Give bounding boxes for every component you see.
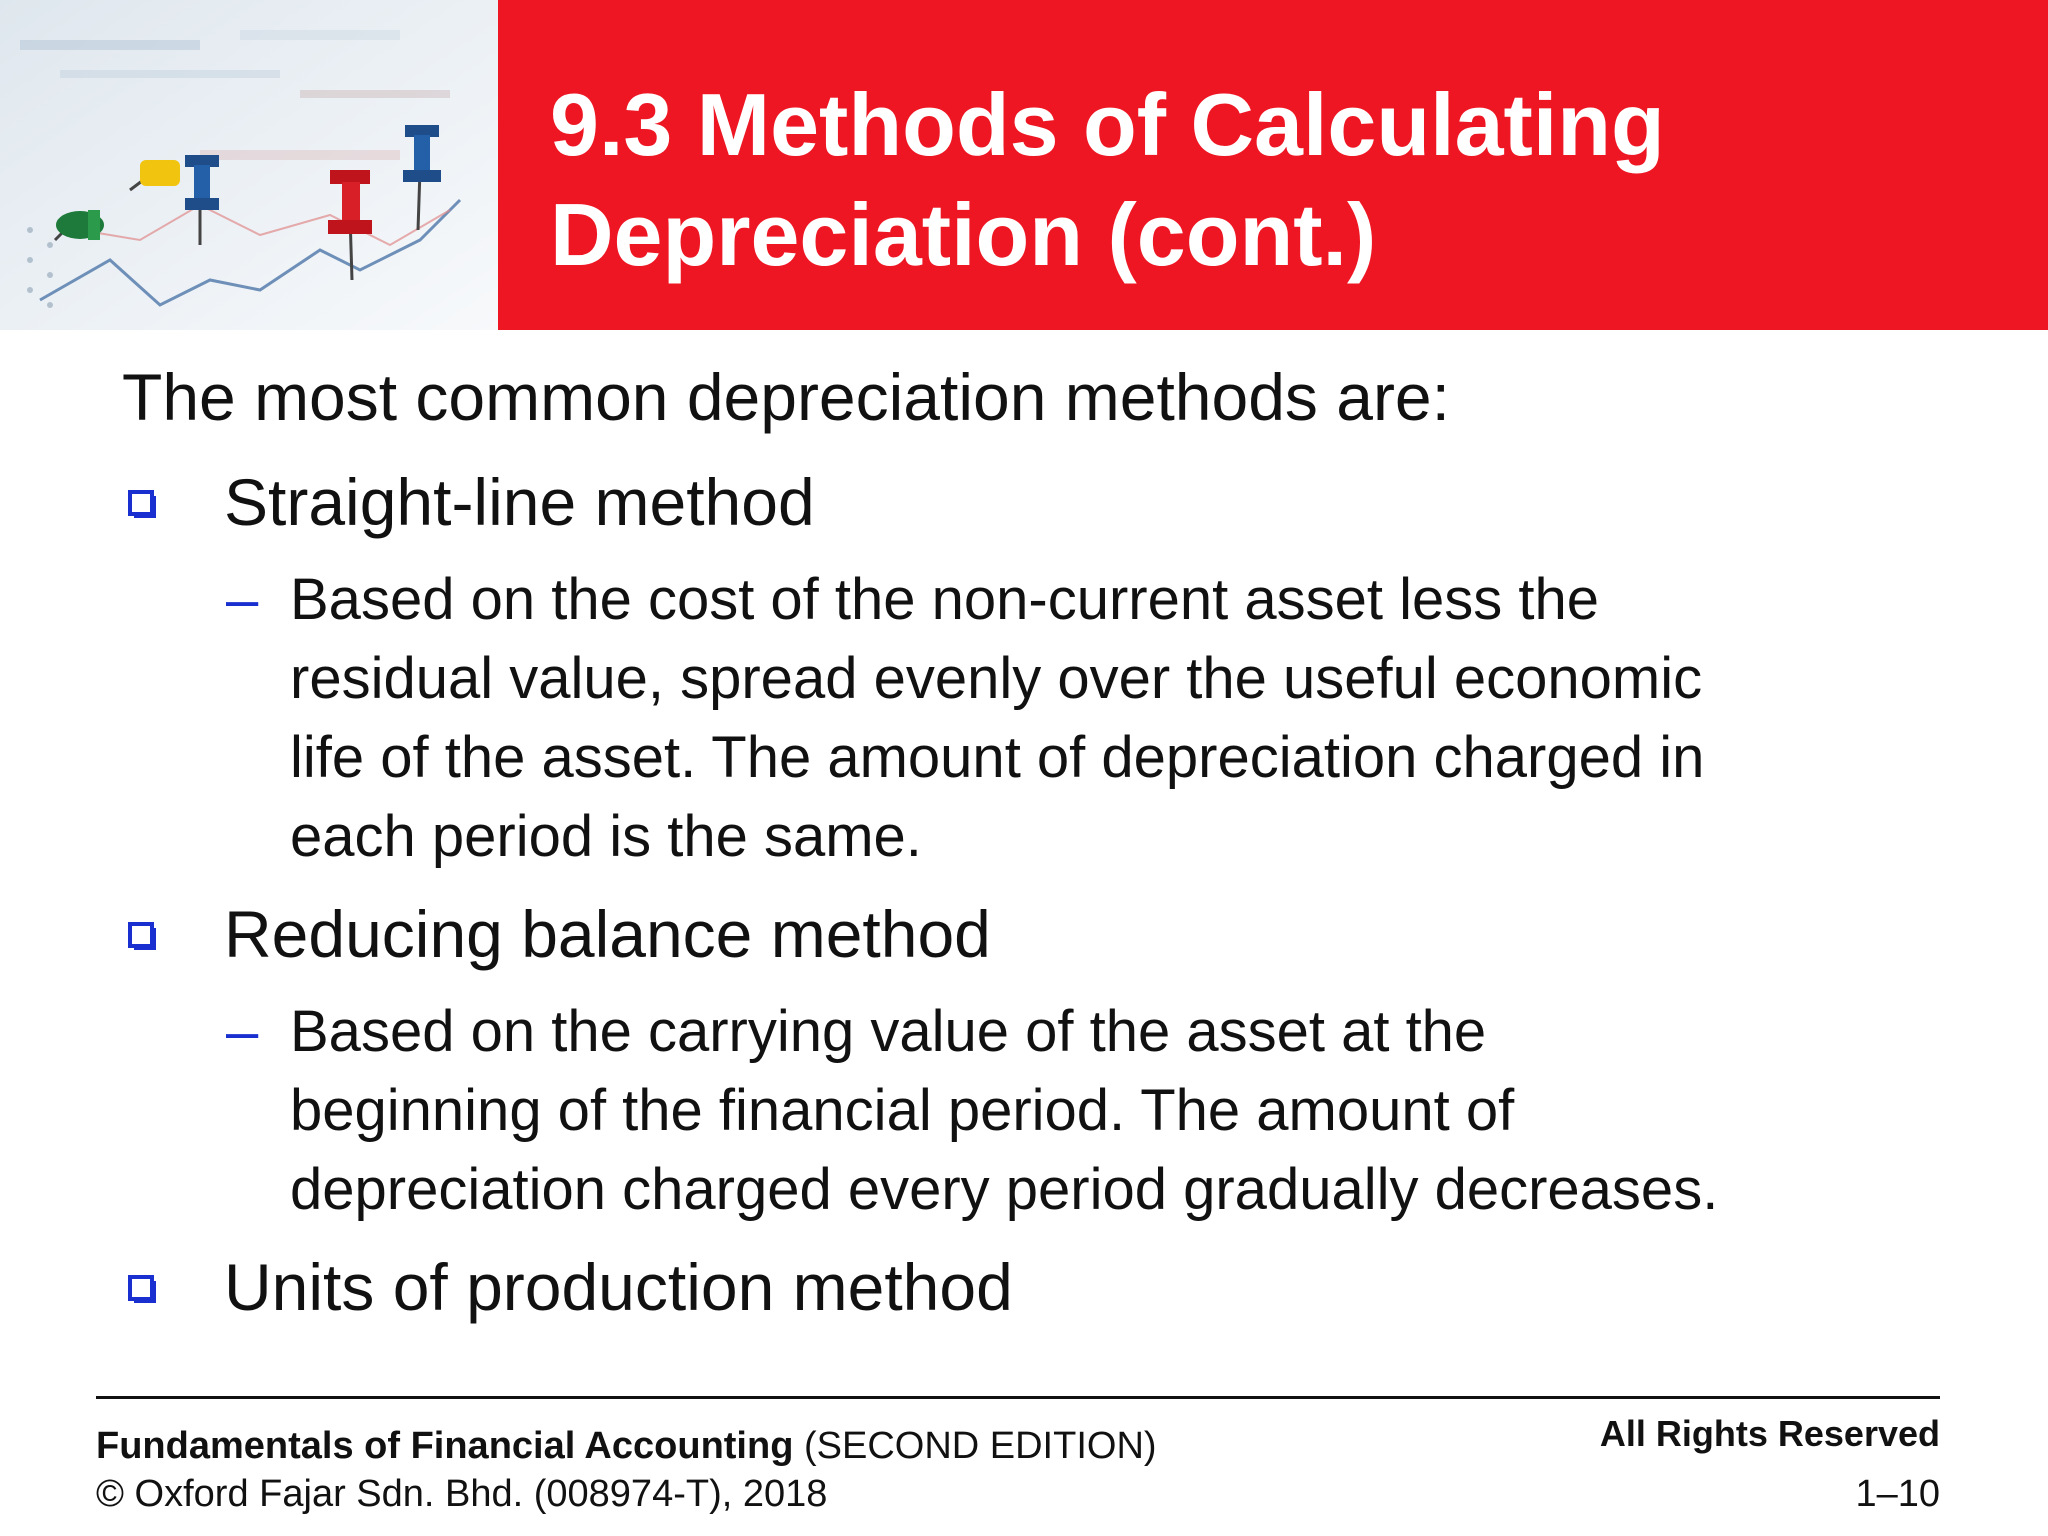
- checkbox-bullet-icon: [128, 1275, 158, 1305]
- footer-book-line: [96, 1422, 1157, 1470]
- method-label: Units of production method: [224, 1250, 1013, 1324]
- detail-line: life of the asset. The amount of depreciation charged in: [290, 725, 1705, 790]
- page-number: 1–10: [1855, 1473, 1940, 1515]
- slide-title-line-1: 9.3 Methods of Calculating: [550, 75, 1665, 174]
- book-edition: (SECOND EDITION): [803, 1425, 1157, 1467]
- dash-bullet-icon: –: [226, 999, 259, 1064]
- footer-divider: [96, 1396, 1940, 1399]
- footer-left: [96, 1422, 1157, 1518]
- header-image-pushpins-chart: [0, 0, 498, 330]
- intro-text: The most common depreciation methods are:: [122, 360, 1450, 434]
- footer-right: [1600, 1410, 1940, 1518]
- detail-line: Based on the cost of the non-current asset less the: [290, 567, 1599, 632]
- detail-line: Based on the carrying value of the asset at the: [290, 999, 1487, 1064]
- checkbox-bullet-icon: [128, 490, 158, 520]
- slide-title-line-2: Depreciation (cont.): [550, 185, 1377, 284]
- pushpins-chart-icon: [0, 0, 498, 330]
- dash-bullet-icon: –: [226, 567, 259, 632]
- detail-line: beginning of the financial period. The amount of: [290, 1078, 1515, 1143]
- slide-title: [550, 70, 1990, 290]
- checkbox-bullet-icon: [128, 922, 158, 952]
- method-label: Straight-line method: [224, 465, 815, 539]
- detail-line: each period is the same.: [290, 804, 922, 869]
- rights-reserved: All Rights Reserved: [1599, 1413, 1940, 1454]
- book-title: Fundamentals of Financial Accounting: [96, 1425, 794, 1467]
- copyright-text: © Oxford Fajar Sdn. Bhd. (008974-T), 2018: [96, 1473, 828, 1515]
- detail-line: residual value, spread evenly over the useful economic: [290, 646, 1703, 711]
- detail-line: depreciation charged every period gradually decreases.: [290, 1157, 1719, 1222]
- method-label: Reducing balance method: [224, 897, 991, 971]
